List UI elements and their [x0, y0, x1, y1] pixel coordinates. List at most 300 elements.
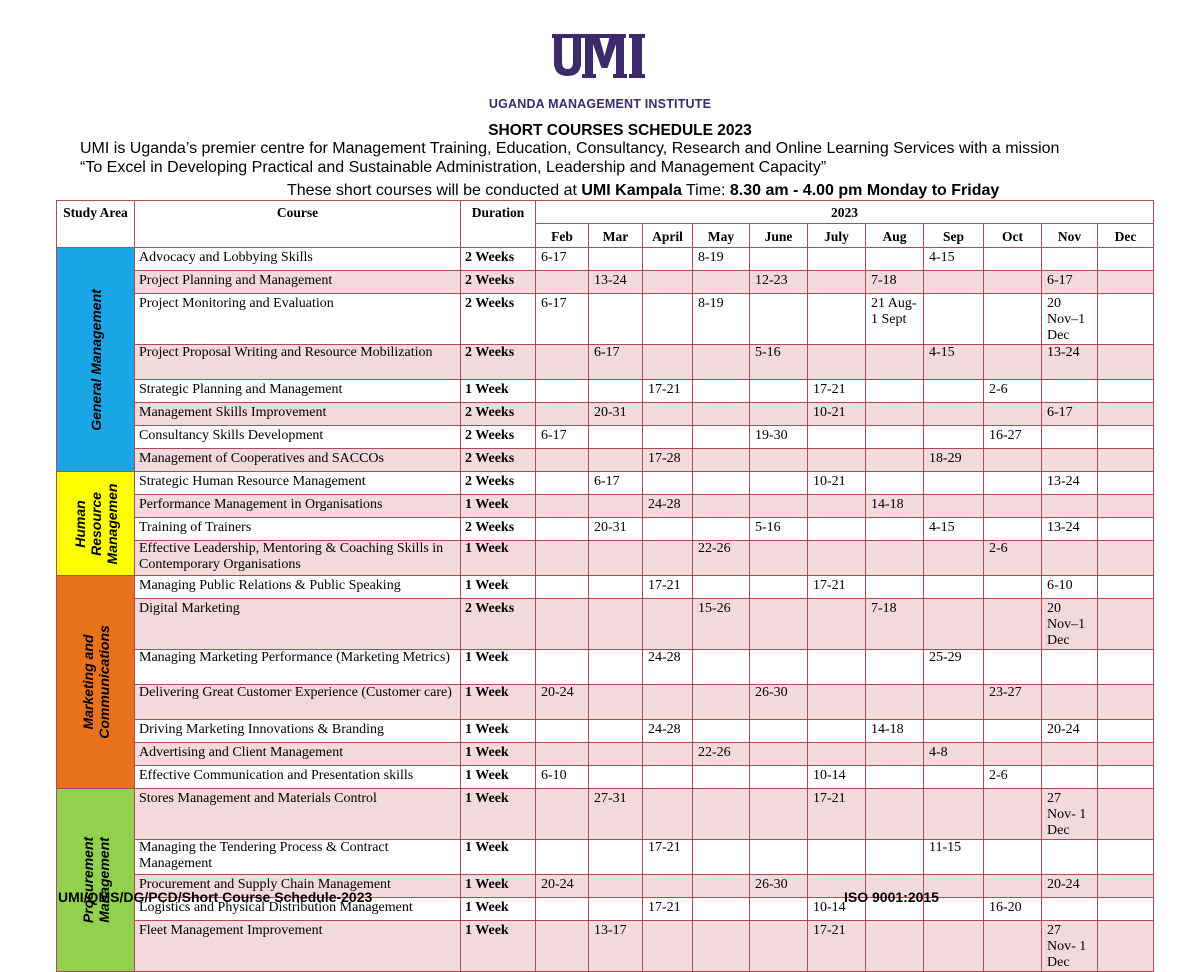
schedule-cell: [1042, 380, 1098, 403]
table-row: [57, 541, 1154, 576]
schedule-cell: 4-15: [924, 345, 984, 380]
schedule-cell: 6-10: [536, 766, 589, 789]
schedule-cell: 24-28: [643, 720, 693, 743]
schedule-cell: 2-6: [984, 766, 1042, 789]
header-row: [57, 201, 1154, 224]
course-name: Performance Management in Organisations: [135, 495, 461, 518]
schedule-cell: 17-21: [643, 380, 693, 403]
schedule-cell: [984, 449, 1042, 472]
schedule-cell: 7-18: [866, 599, 924, 650]
schedule-cell: [1042, 685, 1098, 720]
schedule-cell: [1098, 720, 1154, 743]
table-row: [57, 294, 1154, 345]
schedule-cell: [536, 840, 589, 875]
schedule-cell: [589, 743, 643, 766]
course-duration: 1 Week: [461, 875, 536, 898]
doc-reference: UMI/QMS/DG/PCD/Short Course Schedule-2023: [58, 889, 373, 905]
schedule-cell: 16-27: [984, 426, 1042, 449]
schedule-cell: [866, 789, 924, 840]
table-row: [57, 840, 1154, 875]
schedule-cell: 17-21: [643, 898, 693, 921]
schedule-cell: [984, 650, 1042, 685]
schedule-cell: 10-14: [808, 766, 866, 789]
schedule-cell: [589, 380, 643, 403]
schedule-cell: [589, 875, 643, 898]
study-area-label: General Management: [87, 288, 104, 431]
schedule-cell: [643, 345, 693, 380]
schedule-cell: 17-21: [808, 789, 866, 840]
schedule-cell: [693, 766, 750, 789]
schedule-cell: [1042, 898, 1098, 921]
schedule-cell: [750, 472, 808, 495]
schedule-cell: [1042, 426, 1098, 449]
schedule-cell: 22-26: [693, 541, 750, 576]
schedule-cell: [693, 426, 750, 449]
schedule-cell: [589, 898, 643, 921]
course-name: Training of Trainers: [135, 518, 461, 541]
schedule-cell: [808, 271, 866, 294]
schedule-cell: [1098, 294, 1154, 345]
schedule-cell: 10-21: [808, 403, 866, 426]
schedule-cell: [693, 898, 750, 921]
col-duration: Duration: [461, 201, 536, 248]
col-study-area: Study Area: [57, 201, 135, 248]
schedule-cell: [866, 403, 924, 426]
schedule-cell: [924, 271, 984, 294]
venue-prefix: These short courses will be conducted at: [287, 182, 582, 199]
schedule-cell: [1042, 840, 1098, 875]
course-duration: 2 Weeks: [461, 403, 536, 426]
page-title: SHORT COURSES SCHEDULE 2023: [488, 122, 752, 139]
course-duration: 1 Week: [461, 495, 536, 518]
schedule-cell: [924, 789, 984, 840]
schedule-cell: [924, 380, 984, 403]
schedule-cell: 21 Aug-1 Sept: [866, 294, 924, 345]
schedule-cell: [924, 576, 984, 599]
schedule-cell: [1098, 541, 1154, 576]
course-duration: 1 Week: [461, 921, 536, 972]
schedule-cell: [1098, 766, 1154, 789]
month-header: Oct: [984, 224, 1042, 248]
schedule-cell: [984, 921, 1042, 972]
schedule-cell: 20-31: [589, 403, 643, 426]
study-area-label: Human Resource Managemen: [71, 483, 120, 564]
schedule-cell: [984, 472, 1042, 495]
schedule-cell: 25-29: [924, 650, 984, 685]
schedule-cell: [750, 720, 808, 743]
schedule-cell: 19-30: [750, 426, 808, 449]
schedule-cell: [536, 345, 589, 380]
schedule-cell: [750, 898, 808, 921]
schedule-cell: [536, 599, 589, 650]
course-duration: 1 Week: [461, 766, 536, 789]
schedule-cell: [1098, 789, 1154, 840]
schedule-cell: [984, 875, 1042, 898]
schedule-cell: [536, 449, 589, 472]
schedule-cell: 26-30: [750, 875, 808, 898]
table-row: [57, 685, 1154, 720]
schedule-cell: 6-17: [536, 294, 589, 345]
schedule-cell: [1042, 743, 1098, 766]
schedule-cell: [808, 541, 866, 576]
schedule-cell: 20 Nov–1 Dec: [1042, 294, 1098, 345]
schedule-cell: [589, 576, 643, 599]
course-name: Strategic Human Resource Management: [135, 472, 461, 495]
schedule-cell: 16-20: [984, 898, 1042, 921]
course-name: Project Monitoring and Evaluation: [135, 294, 461, 345]
course-duration: 2 Weeks: [461, 472, 536, 495]
schedule-cell: [984, 840, 1042, 875]
col-course: Course: [135, 201, 461, 248]
table-row: [57, 345, 1154, 380]
schedule-cell: [643, 766, 693, 789]
schedule-cell: 24-28: [643, 650, 693, 685]
schedule-cell: [643, 518, 693, 541]
schedule-cell: [1098, 403, 1154, 426]
schedule-cell: [1098, 685, 1154, 720]
schedule-cell: 6-17: [589, 472, 643, 495]
schedule-cell: [750, 599, 808, 650]
schedule-cell: [984, 248, 1042, 271]
schedule-cell: [1098, 875, 1154, 898]
schedule-cell: 6-17: [1042, 271, 1098, 294]
schedule-cell: [1098, 426, 1154, 449]
schedule-cell: [693, 472, 750, 495]
course-duration: 1 Week: [461, 720, 536, 743]
course-name: Effective Leadership, Mentoring & Coaching Skills in Contemporary Organisations: [135, 541, 461, 576]
schedule-cell: 20-31: [589, 518, 643, 541]
schedule-cell: [643, 472, 693, 495]
schedule-cell: [924, 720, 984, 743]
schedule-cell: [808, 599, 866, 650]
schedule-cell: [1042, 650, 1098, 685]
schedule-cell: [589, 426, 643, 449]
schedule-cell: [808, 495, 866, 518]
schedule-cell: [589, 449, 643, 472]
course-name: Fleet Management Improvement: [135, 921, 461, 972]
course-duration: 2 Weeks: [461, 449, 536, 472]
schedule-cell: [643, 789, 693, 840]
schedule-cell: [643, 426, 693, 449]
logo: [0, 32, 1200, 111]
schedule-cell: [984, 576, 1042, 599]
schedule-body: [57, 248, 1154, 972]
schedule-cell: [808, 720, 866, 743]
schedule-cell: [924, 541, 984, 576]
iso-certification: ISO 9001:2015: [844, 889, 939, 905]
schedule-cell: [750, 449, 808, 472]
schedule-cell: [643, 875, 693, 898]
schedule-cell: [536, 789, 589, 840]
course-duration: 1 Week: [461, 576, 536, 599]
schedule-cell: [1042, 449, 1098, 472]
schedule-cell: [589, 766, 643, 789]
schedule-cell: [1098, 743, 1154, 766]
schedule-cell: 6-17: [536, 426, 589, 449]
schedule-cell: 20 Nov–1 Dec: [1042, 599, 1098, 650]
schedule-cell: 10-21: [808, 472, 866, 495]
schedule-cell: [924, 294, 984, 345]
study-area-cell: [57, 576, 135, 789]
schedule-cell: 24-28: [643, 495, 693, 518]
course-name: Delivering Great Customer Experience (Customer care): [135, 685, 461, 720]
month-header: Mar: [589, 224, 643, 248]
course-duration: 2 Weeks: [461, 294, 536, 345]
schedule-cell: [693, 380, 750, 403]
schedule-cell: 27-31: [589, 789, 643, 840]
course-name: Advocacy and Lobbying Skills: [135, 248, 461, 271]
schedule-cell: [808, 426, 866, 449]
schedule-cell: 17-28: [643, 449, 693, 472]
schedule-cell: [866, 541, 924, 576]
schedule-cell: [589, 840, 643, 875]
schedule-cell: [1098, 271, 1154, 294]
schedule-cell: [1098, 921, 1154, 972]
study-area-cell: [57, 472, 135, 576]
schedule-cell: [589, 294, 643, 345]
course-name: Effective Communication and Presentation skills: [135, 766, 461, 789]
schedule-cell: [924, 599, 984, 650]
schedule-cell: [589, 720, 643, 743]
schedule-cell: [866, 743, 924, 766]
course-duration: 2 Weeks: [461, 248, 536, 271]
study-area-cell: [57, 789, 135, 972]
schedule-cell: [984, 518, 1042, 541]
schedule-cell: [866, 248, 924, 271]
schedule-cell: [984, 271, 1042, 294]
schedule-cell: [693, 720, 750, 743]
schedule-cell: [866, 576, 924, 599]
schedule-cell: 8-19: [693, 248, 750, 271]
schedule-cell: [866, 840, 924, 875]
schedule-cell: [1042, 541, 1098, 576]
schedule-cell: [866, 380, 924, 403]
schedule-cell: 13-24: [1042, 345, 1098, 380]
schedule-cell: 12-23: [750, 271, 808, 294]
schedule-cell: [1098, 472, 1154, 495]
schedule-cell: [984, 403, 1042, 426]
table-row: [57, 743, 1154, 766]
course-name: Driving Marketing Innovations & Branding: [135, 720, 461, 743]
schedule-cell: [808, 248, 866, 271]
schedule-cell: 4-15: [924, 518, 984, 541]
month-header: Feb: [536, 224, 589, 248]
schedule-cell: 7-18: [866, 271, 924, 294]
schedule-cell: 13-17: [589, 921, 643, 972]
schedule-cell: [536, 403, 589, 426]
schedule-cell: 26-30: [750, 685, 808, 720]
schedule-cell: 4-8: [924, 743, 984, 766]
schedule-cell: 20-24: [536, 875, 589, 898]
course-duration: 1 Week: [461, 789, 536, 840]
schedule-cell: [808, 294, 866, 345]
schedule-cell: [589, 650, 643, 685]
schedule-cell: [1098, 380, 1154, 403]
schedule-cell: [750, 294, 808, 345]
course-name: Managing the Tendering Process & Contract Management: [135, 840, 461, 875]
schedule-cell: [750, 789, 808, 840]
schedule-cell: 13-24: [1042, 518, 1098, 541]
schedule-cell: 20-24: [1042, 720, 1098, 743]
schedule-cell: [693, 921, 750, 972]
schedule-cell: [693, 840, 750, 875]
course-name: Procurement and Supply Chain Management: [135, 875, 461, 898]
course-duration: 1 Week: [461, 650, 536, 685]
schedule-cell: [693, 875, 750, 898]
schedule-cell: [589, 685, 643, 720]
schedule-cell: 2-6: [984, 380, 1042, 403]
course-duration: 1 Week: [461, 380, 536, 403]
schedule-cell: 17-21: [808, 380, 866, 403]
schedule-cell: [866, 472, 924, 495]
schedule-cell: [924, 921, 984, 972]
table-row: [57, 449, 1154, 472]
course-name: Strategic Planning and Management: [135, 380, 461, 403]
schedule-cell: [693, 449, 750, 472]
schedule-cell: [693, 495, 750, 518]
table-row: [57, 921, 1154, 972]
schedule-cell: 15-26: [693, 599, 750, 650]
schedule-cell: [924, 472, 984, 495]
table-row: [57, 403, 1154, 426]
schedule-cell: [750, 380, 808, 403]
schedule-cell: [643, 248, 693, 271]
schedule-cell: [693, 650, 750, 685]
schedule-cell: [536, 576, 589, 599]
schedule-cell: [536, 743, 589, 766]
schedule-cell: [808, 449, 866, 472]
schedule-cell: [693, 345, 750, 380]
schedule-cell: [866, 921, 924, 972]
schedule-cell: [750, 921, 808, 972]
schedule-cell: 5-16: [750, 345, 808, 380]
schedule-cell: 17-21: [808, 921, 866, 972]
schedule-cell: [984, 743, 1042, 766]
schedule-cell: [866, 426, 924, 449]
intro-text: [80, 139, 1190, 177]
schedule-cell: [924, 495, 984, 518]
table-row: [57, 271, 1154, 294]
course-name: Project Planning and Management: [135, 271, 461, 294]
schedule-cell: 11-15: [924, 840, 984, 875]
schedule-cell: [589, 495, 643, 518]
course-name: Stores Management and Materials Control: [135, 789, 461, 840]
schedule-cell: [984, 789, 1042, 840]
intro-line-1: UMI is Uganda’s premier centre for Management Training, Education, Consultancy, Research and Online Learning Services with a mission: [80, 140, 1060, 157]
schedule-cell: 6-17: [1042, 403, 1098, 426]
schedule-cell: [643, 294, 693, 345]
schedule-cell: [643, 921, 693, 972]
schedule-cell: 17-21: [808, 576, 866, 599]
schedule-cell: [1098, 650, 1154, 685]
schedule-cell: [1042, 766, 1098, 789]
course-duration: 2 Weeks: [461, 426, 536, 449]
schedule-cell: [643, 271, 693, 294]
table-row: [57, 650, 1154, 685]
table-row: [57, 599, 1154, 650]
schedule-cell: [1042, 495, 1098, 518]
schedule-cell: 5-16: [750, 518, 808, 541]
schedule-cell: [1098, 576, 1154, 599]
schedule-cell: [1098, 449, 1154, 472]
schedule-cell: [693, 403, 750, 426]
schedule-cell: 27 Nov- 1 Dec: [1042, 789, 1098, 840]
schedule-cell: [750, 541, 808, 576]
schedule-cell: [866, 685, 924, 720]
schedule-cell: [643, 743, 693, 766]
table-row: [57, 426, 1154, 449]
schedule-cell: [536, 898, 589, 921]
schedule-cell: [750, 576, 808, 599]
month-header: Nov: [1042, 224, 1098, 248]
course-name: Managing Public Relations & Public Speaking: [135, 576, 461, 599]
schedule-cell: [643, 599, 693, 650]
schedule-cell: [693, 685, 750, 720]
course-duration: 1 Week: [461, 898, 536, 921]
course-duration: 2 Weeks: [461, 599, 536, 650]
course-name: Management Skills Improvement: [135, 403, 461, 426]
course-duration: 1 Week: [461, 685, 536, 720]
table-row: [57, 576, 1154, 599]
table-row: [57, 248, 1154, 271]
schedule-cell: 20-24: [536, 685, 589, 720]
schedule-cell: [693, 789, 750, 840]
schedule-cell: [1098, 345, 1154, 380]
schedule-cell: 2-6: [984, 541, 1042, 576]
schedule-cell: [643, 403, 693, 426]
schedule-cell: [808, 743, 866, 766]
schedule-cell: [808, 518, 866, 541]
table-row: [57, 518, 1154, 541]
course-duration: 2 Weeks: [461, 345, 536, 380]
table-row: [57, 380, 1154, 403]
schedule-cell: [536, 720, 589, 743]
schedule-cell: [536, 271, 589, 294]
study-area-label: Procurement Management: [79, 836, 112, 924]
umi-logo-mark: [552, 32, 648, 95]
intro-line-2: “To Excel in Developing Practical and Sustainable Administration, Leadership and Management Capacity”: [80, 159, 827, 176]
schedule-cell: [536, 518, 589, 541]
schedule-cell: [984, 599, 1042, 650]
schedule-cell: 27 Nov- 1 Dec: [1042, 921, 1098, 972]
course-name: Logistics and Physical Distribution Management: [135, 898, 461, 921]
schedule-cell: [866, 766, 924, 789]
schedule-cell: [808, 650, 866, 685]
schedule-cell: [750, 840, 808, 875]
table-row: [57, 766, 1154, 789]
table-row: [57, 472, 1154, 495]
schedule-cell: [866, 449, 924, 472]
month-header: Dec: [1098, 224, 1154, 248]
venue-place: UMI Kampala: [581, 182, 682, 199]
schedule-cell: [589, 541, 643, 576]
schedule-cell: [1098, 248, 1154, 271]
schedule-cell: [750, 766, 808, 789]
schedule-cell: [808, 685, 866, 720]
schedule-cell: 20-24: [1042, 875, 1098, 898]
schedule-table: [56, 200, 1154, 972]
course-name: Advertising and Client Management: [135, 743, 461, 766]
schedule-cell: [536, 380, 589, 403]
schedule-cell: 17-21: [643, 576, 693, 599]
schedule-cell: [536, 495, 589, 518]
table-row: [57, 720, 1154, 743]
schedule-cell: [1098, 599, 1154, 650]
study-area-cell: [57, 248, 135, 472]
month-header: Sep: [924, 224, 984, 248]
schedule-cell: 14-18: [866, 720, 924, 743]
schedule-cell: [1098, 495, 1154, 518]
